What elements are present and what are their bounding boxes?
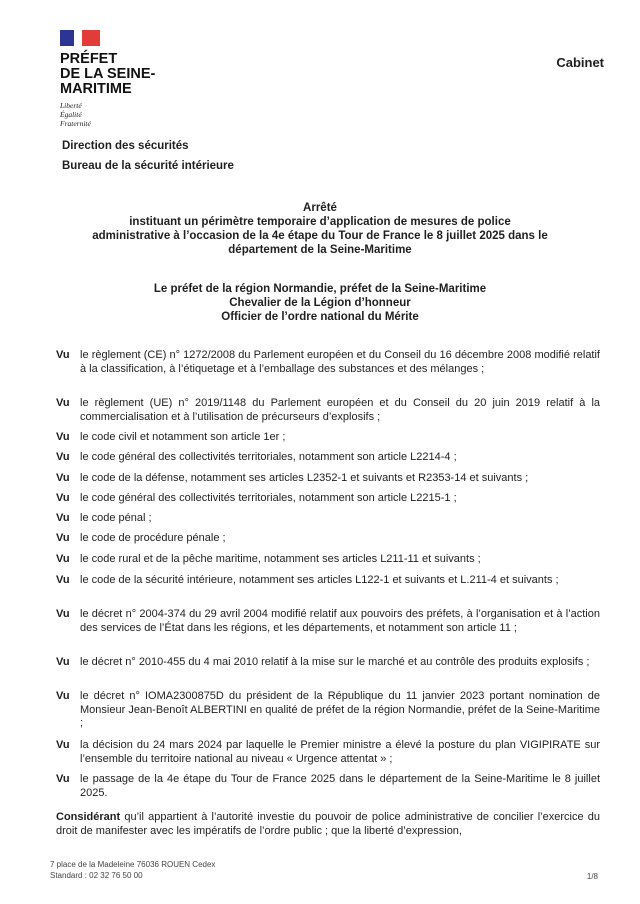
authority-line-1: Le préfet de la région Normandie, préfet de la Seine-Maritime — [153, 283, 487, 295]
footer-address: 7 place de la Madeleine 76036 ROUEN Cedex — [50, 860, 216, 869]
vu-item: la décision du 24 mars 2024 par laquelle le Premier ministre a élevé la posture du plan VIGIPIRATE sur l’ensemble du territoire national au niveau « Urgence attentat » ; — [80, 739, 600, 765]
vu-item: le décret n° 2010-455 du 4 mai 2010 relatif à la mise sur le marché et au contrôle des produits explosifs ; — [80, 656, 590, 668]
vu-label: Vu — [56, 574, 70, 586]
vu-item: le règlement (CE) n° 1272/2008 du Parlement européen et du Conseil du 16 décembre 2008 modifié relatif à la classification, à l’étiquetage et à l’emballage des substances et des mélanges ; — [80, 349, 600, 375]
considerant-label: Considérant — [56, 811, 121, 823]
vu-label: Vu — [56, 397, 70, 409]
vu-label: Vu — [56, 431, 70, 443]
arrete-line-3: département de la Seine-Maritime — [228, 244, 412, 256]
vu-item: le décret n° 2004-374 du 29 avril 2004 modifié relatif aux pouvoirs des préfets, à l’organisation et à l’action des services de l’État dans les régions, et les départements, et notamment son article 11 ; — [80, 608, 600, 634]
vu-label: Vu — [56, 739, 70, 751]
vu-label: Vu — [56, 451, 70, 463]
vu-item: le décret n° IOMA2300875D du président de la République du 11 janvier 2023 portant nomination de Monsieur Jean-Benoît ALBERTINI en qualité de préfet de la région Normandie, préfet de la Seine-Maritime ; — [80, 690, 600, 729]
vu-label: Vu — [56, 608, 70, 620]
bureau-label: Bureau de la sécurité intérieure — [62, 160, 234, 172]
arrete-line-1: instituant un périmètre temporaire d’application de mesures de police — [129, 216, 511, 228]
authority-line-3: Officier de l’ordre national du Mérite — [221, 311, 419, 323]
prefet-title-line-1: PRÉFET — [60, 51, 118, 67]
vu-label: Vu — [56, 656, 70, 668]
page-number: 1/8 — [586, 872, 598, 881]
vu-item: le code pénal ; — [80, 512, 152, 524]
vu-item: le code de la sécurité intérieure, notamment ses articles L122-1 et suivants et L.211-4 et suivants ; — [80, 574, 559, 586]
prefet-title-line-3: MARITIME — [60, 81, 132, 97]
vu-label: Vu — [56, 492, 70, 504]
vu-item: le code de la défense, notamment ses articles L2352-1 et suivants et R2353-14 et suivants ; — [80, 472, 529, 484]
arrete-line-2: administrative à l’occasion de la 4e étape du Tour de France le 8 juillet 2025 dans le — [92, 230, 548, 242]
considerant-text: qu’il appartient à l’autorité investie du pouvoir de police administrative de concilier l’exercice du droit de manifester avec les impératifs de l’ordre public ; que la liberté d’expression, — [56, 811, 600, 837]
vu-label: Vu — [56, 553, 70, 565]
vu-item: le passage de la 4e étape du Tour de France 2025 dans le département de la Seine-Maritime le 8 juillet 2025. — [80, 773, 600, 799]
motto-liberte: Liberté — [60, 101, 82, 110]
vu-label: Vu — [56, 532, 70, 544]
vu-label: Vu — [56, 349, 70, 361]
vu-item: le code rural et de la pêche maritime, notamment ses articles L211-11 et suivants ; — [80, 553, 481, 565]
vu-label: Vu — [56, 773, 70, 785]
arrete-title: Arrêté — [303, 202, 337, 214]
vu-item: le code général des collectivités territoriales, notamment son article L2215-1 ; — [80, 492, 457, 504]
vu-item: le code général des collectivités territoriales, notamment son article L2214-4 ; — [80, 451, 457, 463]
footer-standard: Standard : 02 32 76 50 00 — [50, 871, 143, 880]
vu-item: le code civil et notamment son article 1er ; — [80, 431, 286, 443]
vu-label: Vu — [56, 690, 70, 702]
vu-label: Vu — [56, 472, 70, 484]
vu-label: Vu — [56, 512, 70, 524]
cabinet-label: Cabinet — [556, 55, 604, 70]
considerant-paragraph — [56, 811, 600, 838]
prefet-title-line-2: DE LA SEINE- — [60, 66, 156, 82]
marianne-flag-logo — [60, 30, 100, 46]
motto-fraternite: Fraternité — [60, 119, 91, 128]
vu-item: le code de procédure pénale ; — [80, 532, 226, 544]
authority-line-2: Chevalier de la Légion d’honneur — [229, 297, 411, 309]
vu-item: le règlement (UE) n° 2019/1148 du Parlement européen et du Conseil du 20 juin 2019 relatif à la commercialisation et à l’utilisation de précurseurs d’explosifs ; — [80, 397, 600, 423]
motto-egalite: Égalité — [60, 110, 82, 119]
direction-label: Direction des sécurités — [62, 140, 189, 152]
